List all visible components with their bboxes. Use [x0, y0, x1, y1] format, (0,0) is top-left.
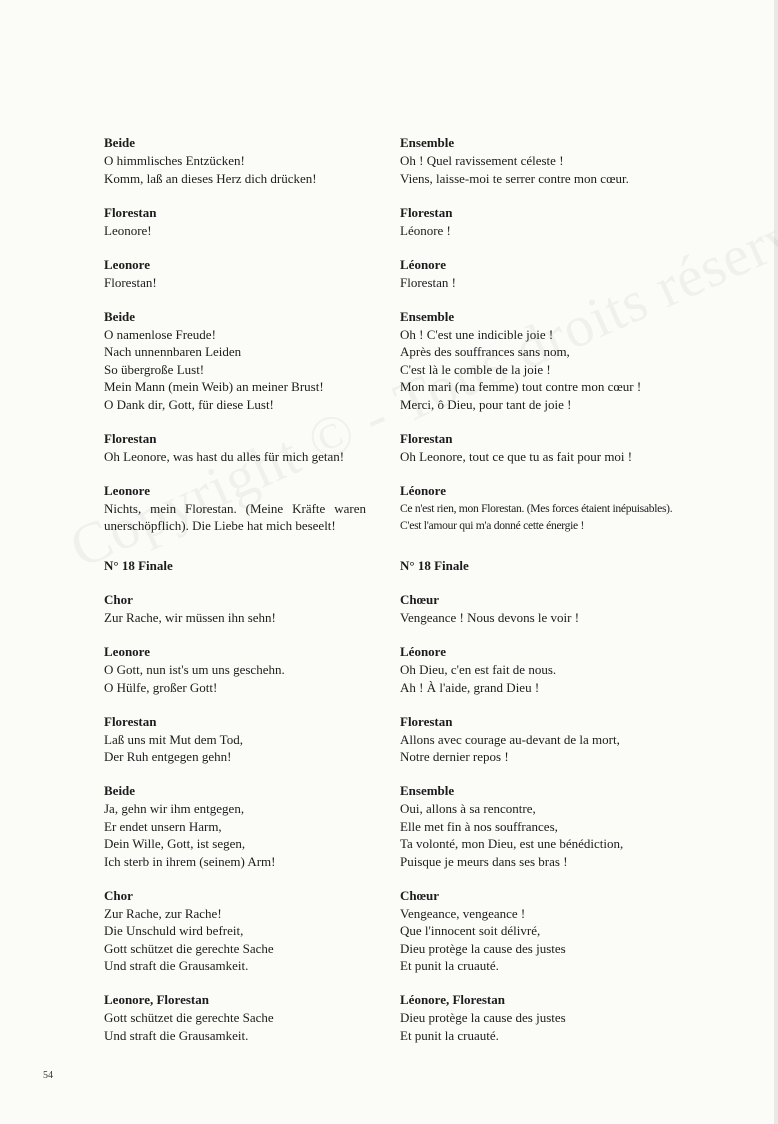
dialogue-block [400, 713, 700, 766]
dialogue-block [104, 256, 366, 292]
scan-edge [774, 0, 778, 1124]
dialogue-block [104, 134, 366, 187]
speaker-name: Florestan [400, 713, 453, 729]
speaker-name: Léonore, Florestan [400, 992, 505, 1007]
lyric-line: Er endet unsern Harm, [104, 818, 222, 834]
dialogue-block [104, 308, 366, 414]
french-part-2 [400, 591, 700, 1044]
dialogue-block [104, 991, 366, 1044]
lyric-line: C'est là le comble de la joie ! [400, 361, 551, 377]
lyric-line: C'est l'amour qui m'a donné cette énergie ! [400, 519, 585, 532]
page-number: 54 [43, 1070, 53, 1081]
lyric-line: Allons avec courage au-devant de la mort, [400, 731, 620, 747]
speaker-name: Leonore [104, 644, 150, 659]
lyric-line: O Gott, nun ist's um uns geschehn. [104, 662, 285, 677]
speaker-name: Léonore [400, 256, 446, 272]
lyric-line: Ta volonté, mon Dieu, est une bénédiction, [400, 836, 624, 851]
lyric-line: Dieu protège la cause des justes [400, 1010, 566, 1025]
lyric-line: Zur Rache, zur Rache! [104, 905, 222, 921]
lyric-line: Gott schützet die gerechte Sache [104, 940, 274, 956]
german-section-title: N° 18 Finale [104, 557, 173, 573]
lyric-line: Oh ! Quel ravissement céleste ! [400, 153, 564, 168]
dialogue-block [400, 991, 700, 1044]
lyric-line: Gott schützet die gerechte Sache [104, 1010, 274, 1025]
lyric-line: Viens, laisse-moi te serrer contre mon cœur. [400, 170, 629, 186]
lyric-line: Und straft die Grausamkeit. [104, 1027, 249, 1043]
german-column [104, 134, 366, 1061]
lyric-line: Léonore ! [400, 222, 451, 238]
speaker-name: Florestan [400, 204, 453, 220]
lyric-line: Dein Wille, Gott, ist segen, [104, 836, 246, 851]
lyric-line: So übergroße Lust! [104, 361, 205, 377]
lyric-line: Oh Leonore, tout ce que tu as fait pour moi ! [400, 448, 633, 464]
lyric-line: Notre dernier repos ! [400, 749, 509, 764]
lyric-line: Mein Mann (mein Weib) an meiner Brust! [104, 379, 324, 394]
speaker-name: Florestan [104, 204, 157, 220]
lyric-line: Et punit la cruauté. [400, 958, 499, 973]
speaker-name: Beide [104, 135, 136, 150]
lyric-line: Die Unschuld wird befreit, [104, 923, 244, 938]
speaker-name: Beide [104, 783, 136, 798]
lyric-line: Komm, laß an dieses Herz dich drücken! [104, 170, 317, 186]
dialogue-block [400, 430, 700, 466]
lyric-line: Après des souffrances sans nom, [400, 344, 570, 359]
dialogue-block [400, 782, 700, 870]
french-section-title: N° 18 Finale [400, 557, 469, 573]
speaker-name: Leonore, Florestan [104, 992, 209, 1007]
lyric-line: Que l'innocent soit délivré, [400, 923, 541, 938]
lyric-line: Merci, ô Dieu, pour tant de joie ! [400, 396, 572, 412]
speaker-name: Léonore [400, 644, 446, 659]
lyric-line: Nach unnennbaren Leiden [104, 344, 242, 359]
speaker-name: Florestan [400, 430, 453, 446]
dialogue-block [400, 643, 700, 696]
german-part-1 [104, 134, 366, 535]
speaker-name: Chœur [400, 887, 440, 903]
dialogue-block [104, 713, 366, 766]
speaker-name: Leonore [104, 482, 150, 498]
lyric-line: O namenlose Freude! [104, 326, 216, 342]
dialogue-block [104, 643, 366, 696]
dialogue-block [400, 256, 700, 292]
lyric-line: Florestan ! [400, 274, 456, 290]
lyric-line: Oui, allons à sa rencontre, [400, 801, 536, 816]
german-part-2 [104, 591, 366, 1044]
lyric-line: Leonore! [104, 222, 152, 238]
dialogue-block [104, 591, 366, 627]
french-part-1 [400, 134, 700, 535]
lyric-line: Oh ! C'est une indicible joie ! [400, 326, 554, 342]
lyric-line: Ich sterb in ihrem (seinem) Arm! [104, 853, 276, 869]
speaker-name: Florestan [104, 430, 157, 446]
dialogue-block [104, 887, 366, 975]
lyric-line: Oh Dieu, c'en est fait de nous. [400, 662, 557, 677]
speaker-name: Ensemble [400, 135, 455, 150]
lyric-line: Ja, gehn wir ihm entgegen, [104, 801, 245, 816]
lyric-line: Mon mari (ma femme) tout contre mon cœur ! [400, 379, 642, 394]
lyric-line: Ce n'est rien, mon Florestan. (Mes forces étaient inépuisables). [400, 501, 673, 515]
dialogue-block [400, 204, 700, 240]
lyric-line: O himmlisches Entzücken! [104, 153, 245, 168]
speaker-name: Ensemble [400, 783, 455, 798]
lyric-line: Laß uns mit Mut dem Tod, [104, 731, 243, 747]
lyric-line: Oh Leonore, was hast du alles für mich getan! [104, 448, 345, 464]
lyric-line: Und straft die Grausamkeit. [104, 958, 249, 973]
dialogue-block [400, 591, 700, 627]
lyric-line: O Hülfe, großer Gott! [104, 679, 218, 695]
dialogue-block [104, 482, 366, 535]
speaker-name: Florestan [104, 713, 157, 729]
dialogue-block [400, 482, 700, 535]
lyric-line: Vengeance ! Nous devons le voir ! [400, 610, 580, 625]
dialogue-block [104, 782, 366, 870]
lyric-line: Dieu protège la cause des justes [400, 940, 566, 956]
lyric-line: Florestan! [104, 274, 157, 290]
lyric-line: Elle met fin à nos souffrances, [400, 818, 558, 834]
speaker-name: Chor [104, 887, 133, 903]
speaker-name: Léonore [400, 482, 446, 498]
lyric-line: Ah ! À l'aide, grand Dieu ! [400, 679, 540, 695]
speaker-name: Chœur [400, 592, 440, 607]
dialogue-block [400, 308, 700, 414]
speaker-name: Leonore [104, 256, 150, 272]
dialogue-block [400, 887, 700, 975]
speaker-name: Ensemble [400, 308, 455, 324]
dialogue-block [400, 134, 700, 187]
lyric-line: Puisque je meurs dans ses bras ! [400, 853, 568, 869]
lyric-line: O Dank dir, Gott, für diese Lust! [104, 396, 274, 412]
lyric-line: Et punit la cruauté. [400, 1027, 499, 1043]
speaker-name: Beide [104, 308, 136, 324]
dialogue-block [104, 430, 366, 466]
lyric-line: Zur Rache, wir müssen ihn sehn! [104, 610, 276, 625]
french-column [400, 134, 700, 1061]
lyric-line: Der Ruh entgegen gehn! [104, 749, 232, 764]
lyric-line: Nichts, mein Florestan. (Meine Kräfte waren unerschöpflich). Die Liebe hat mich beseelt! [104, 500, 366, 533]
speaker-name: Chor [104, 592, 133, 607]
lyric-line: Vengeance, vengeance ! [400, 905, 526, 921]
dialogue-block [104, 204, 366, 240]
